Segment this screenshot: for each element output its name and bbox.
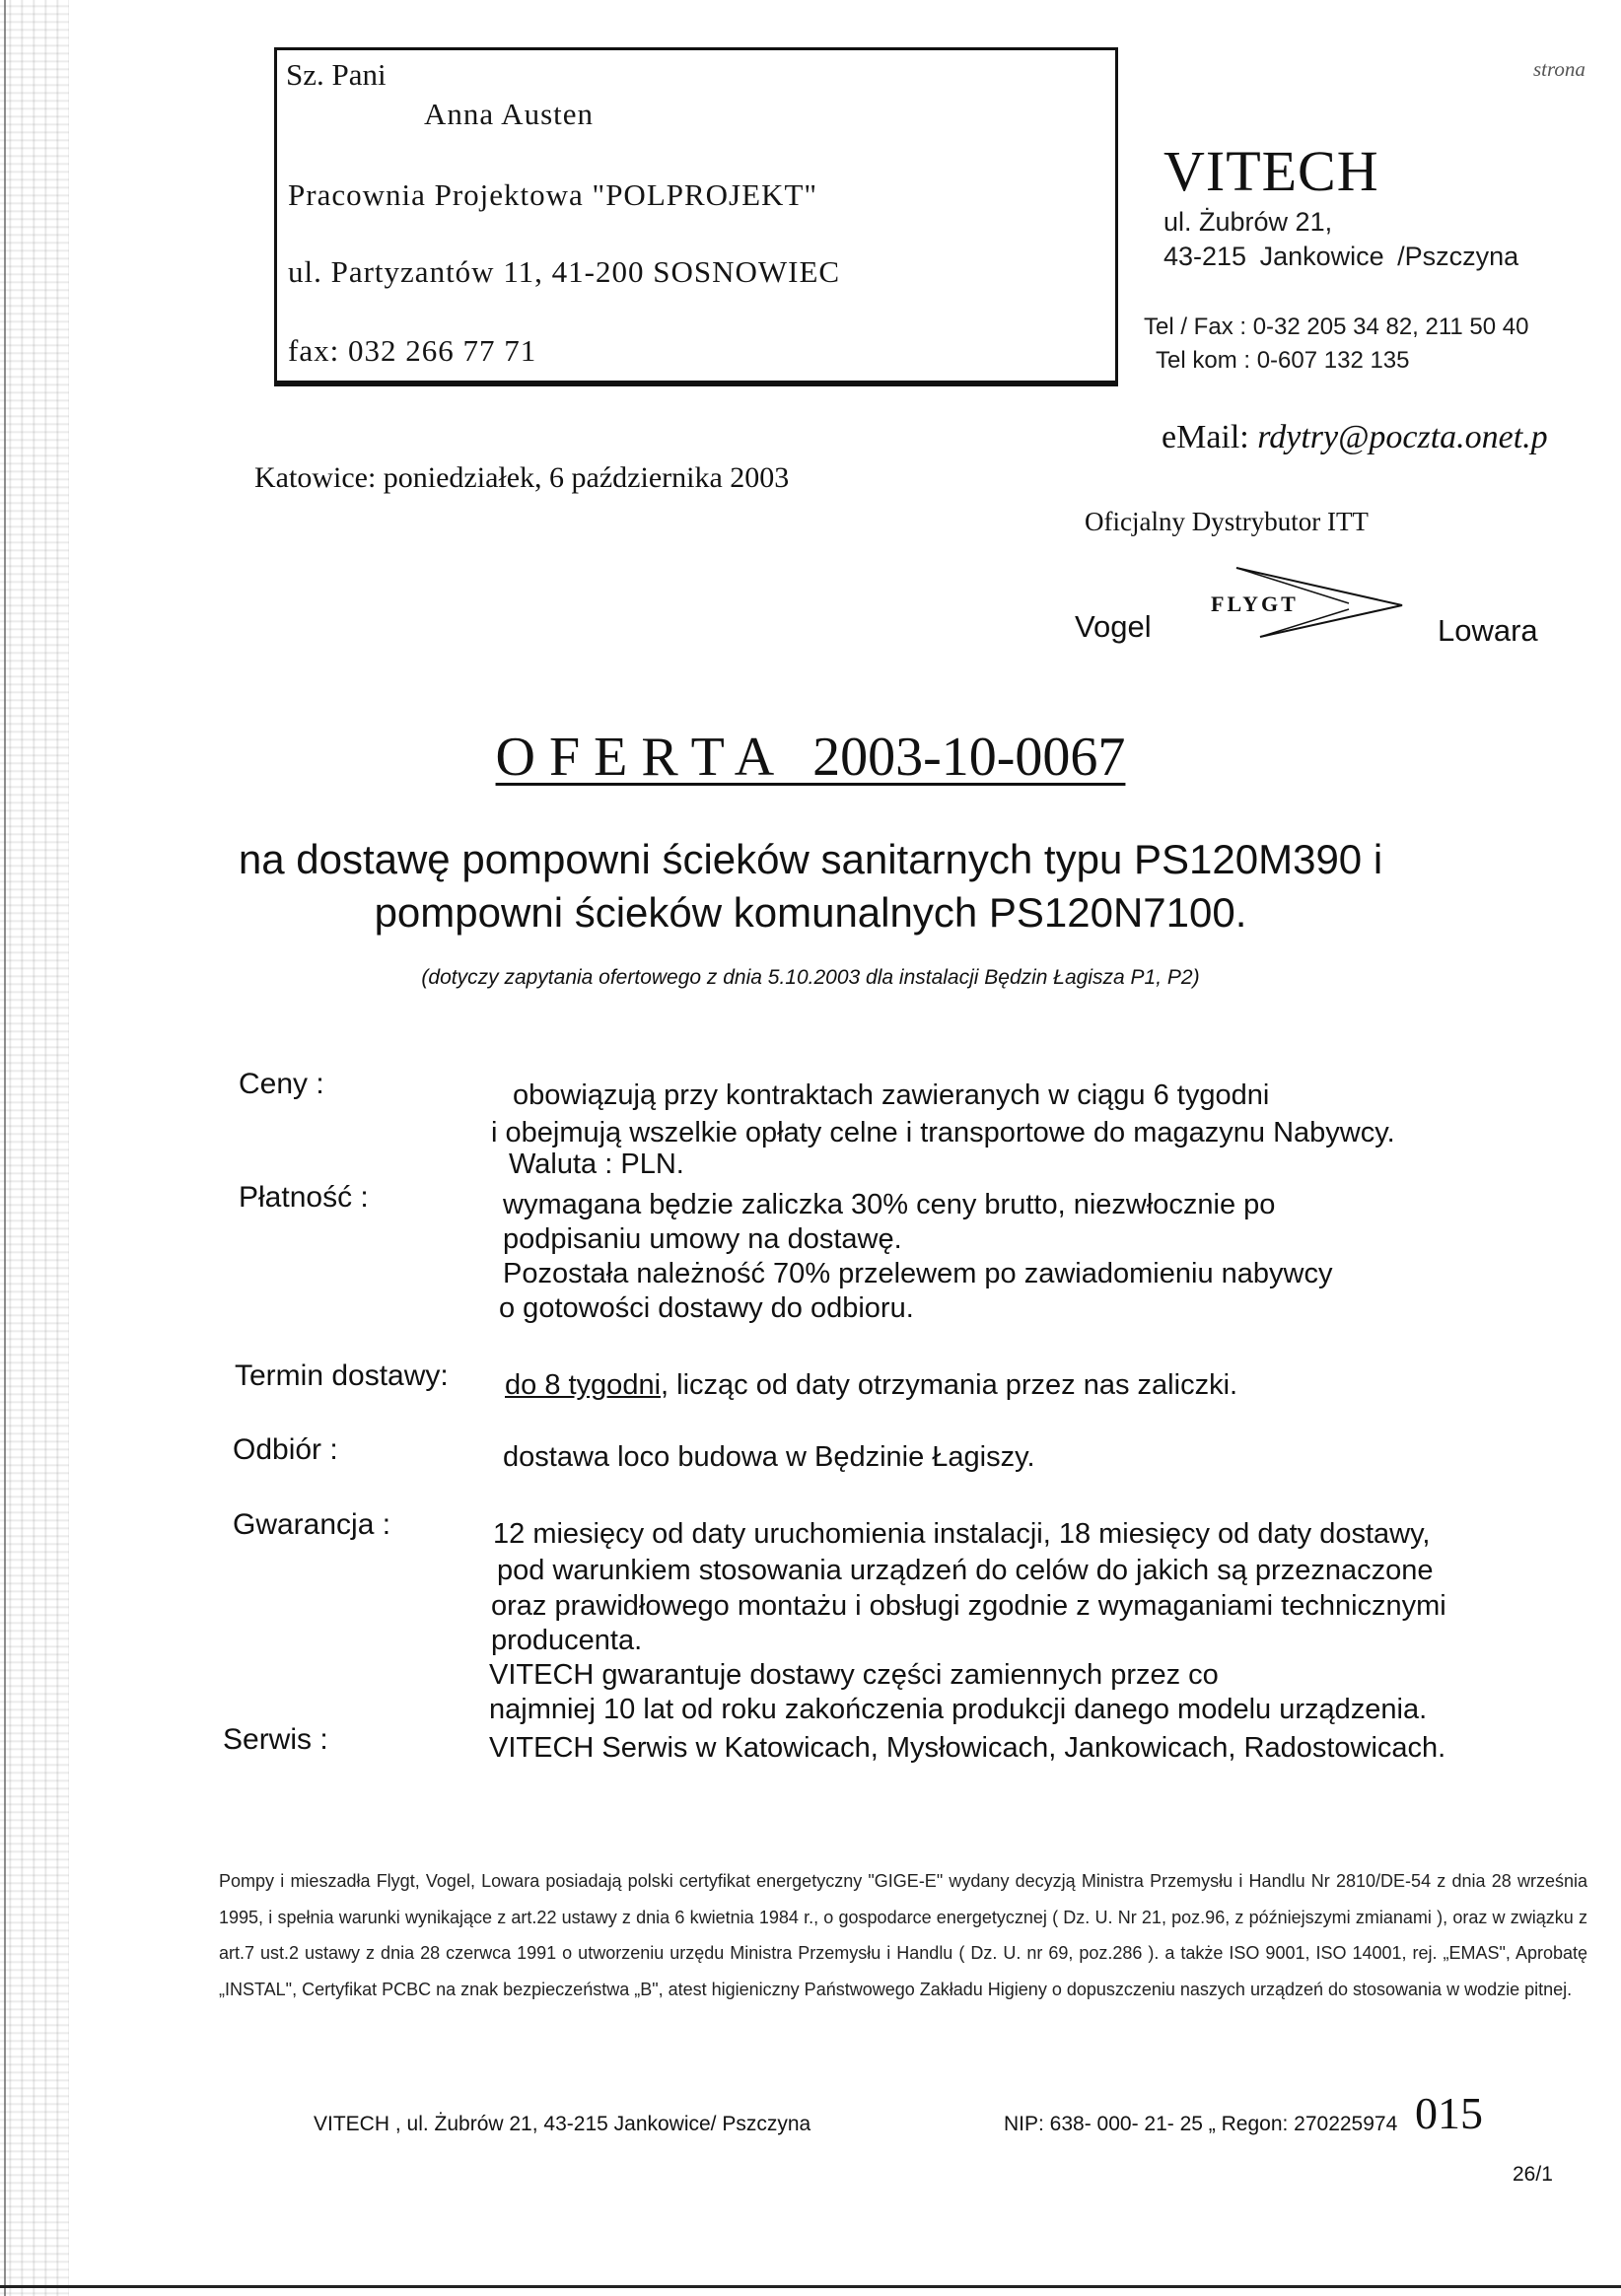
termin-value-rest: , licząc od daty otrzymania przez nas zaliczki. xyxy=(661,1369,1238,1401)
gwarancja-label: Gwarancja : xyxy=(233,1508,391,1541)
scan-edge-noise xyxy=(0,0,69,2296)
odbior-label: Odbiór : xyxy=(233,1433,338,1466)
recipient-address: ul. Partyzantów 11, 41-200 SOSNOWIEC xyxy=(288,254,841,289)
offer-subtitle-1: na dostawę pompowni ścieków sanitarnych typu PS120M390 i xyxy=(238,836,1383,882)
gwarancja-line-4: producenta. xyxy=(491,1625,643,1656)
gwarancja-line-6: najmniej 10 lat od roku zakończenia produkcji danego modelu urządzenia. xyxy=(489,1694,1428,1725)
distributor-line: Oficjalny Dystrybutor ITT xyxy=(1085,507,1369,536)
recipient-fax: fax: 032 266 77 71 xyxy=(288,333,537,368)
gwarancja-line-3: oraz prawidłowego montażu i obsługi zgodnie z wymaganiami technicznymi xyxy=(491,1590,1446,1622)
platnosc-line-2: podpisaniu umowy na dostawę. xyxy=(503,1223,902,1255)
gwarancja-line-2: pod warunkiem stosowania urządzeń do celów do jakich są przeznaczone xyxy=(497,1555,1434,1586)
gwarancja-line-1: 12 miesięcy od daty uruchomienia instalacji, 18 miesięcy od daty dostawy, xyxy=(493,1518,1431,1550)
brand-lowara: Lowara xyxy=(1438,613,1538,648)
serwis-line-1: VITECH Serwis w Katowicach, Mysłowicach, Jankowicach, Radostowicach. xyxy=(489,1732,1446,1764)
odbior-line-1: dostawa loco budowa w Będzinie Łagiszy. xyxy=(503,1441,1035,1473)
sender-name: VITECH xyxy=(1163,139,1379,203)
recipient-name: Anna Austen xyxy=(424,97,595,131)
footer-nip-regon: NIP: 638- 000- 21- 25 „ Regon: 270225974 xyxy=(1004,2113,1398,2135)
sender-street: ul. Żubrów 21, xyxy=(1163,207,1333,237)
platnosc-label: Płatność : xyxy=(239,1181,369,1214)
ceny-line-3: Waluta : PLN. xyxy=(509,1148,684,1180)
gwarancja-line-5: VITECH gwarantuje dostawy części zamiennych przez co xyxy=(489,1659,1219,1691)
scan-edge-line xyxy=(4,0,6,2296)
brand-flygt: FLYGT xyxy=(1211,591,1299,616)
ceny-line-2: i obejmują wszelkie opłaty celne i transportowe do magazynu Nabywcy. xyxy=(491,1117,1395,1148)
sender-tel-fax: Tel / Fax : 0-32 205 34 82, 211 50 40 xyxy=(1144,313,1529,340)
certification-notice: Pompy i mieszadła Flygt, Vogel, Lowara posiadają polski certyfikat energetyczny "GIGE-E" wydany decyzją Ministra Przemysłu i Handlu Nr 2810/DE-54 z dnia 28 września 1995, i spełnia warunki wynikające z art.22 ustawy z dnia 6 kwietnia 1984 r., o gospodarce energetycznej ( Dz. U. Nr 21, poz.96, z późniejszymi zmianami ), oraz w związku z art.7 ust.2 ustawy z dnia 28 czerwca 1991 o utworzeniu urzędu Ministra Przemysłu i Handlu ( Dz. U. nr 69, poz.286 ). a także ISO 9001, ISO 14001, rej. „EMAS", Aprobatę „INSTAL", Certyfikat PCBC na znak bezpieczeństwa „B", atest higieniczny Państwowego Zakładu Higieny o dopuszczeniu naszych urządzeń do stosowania w wodzie pitnej. xyxy=(219,1871,1587,1999)
offer-subtitle-2: pompowni ścieków komunalnych PS120N7100. xyxy=(374,889,1247,936)
bottom-scan-rule xyxy=(0,2285,1621,2288)
page-label: strona xyxy=(1533,57,1586,81)
recipient-salutation: Sz. Pani xyxy=(286,57,387,92)
termin-value-underlined: do 8 tygodni xyxy=(505,1369,662,1401)
platnosc-line-4: o gotowości dostawy do odbioru. xyxy=(499,1292,914,1324)
place-date: Katowice: poniedziałek, 6 października 2003 xyxy=(254,461,790,494)
sender-city: 43-215 Jankowice /Pszczyna xyxy=(1163,242,1519,271)
brand-vogel: Vogel xyxy=(1075,609,1152,644)
sender-email xyxy=(1162,419,1548,456)
email-address: rdytry@poczta.onet.p xyxy=(1257,419,1548,455)
platnosc-line-1: wymagana będzie zaliczka 30% ceny brutto, niezwłocznie po xyxy=(503,1189,1276,1220)
sender-tel-kom: Tel kom : 0-607 132 135 xyxy=(1156,347,1410,374)
inquiry-reference: (dotyczy zapytania ofertowego z dnia 5.10.2003 dla instalacji Będzin Łagisza P1, P2) xyxy=(421,966,1200,989)
termin-value xyxy=(505,1369,1237,1402)
footer-address: VITECH , ul. Żubrów 21, 43-215 Jankowice/ Pszczyna xyxy=(314,2113,811,2135)
termin-label: Termin dostawy: xyxy=(235,1359,449,1392)
ceny-line-1: obowiązują przy kontraktach zawieranych w ciągu 6 tygodni xyxy=(513,1079,1270,1111)
platnosc-line-3: Pozostała należność 70% przelewem po zawiadomieniu nabywcy xyxy=(503,1258,1333,1289)
page-code: 26/1 xyxy=(1513,2163,1553,2186)
email-label: eMail: xyxy=(1162,419,1249,455)
serwis-label: Serwis : xyxy=(223,1723,328,1756)
recipient-company: Pracownia Projektowa "POLPROJEKT" xyxy=(288,177,818,212)
ceny-label: Ceny : xyxy=(239,1068,324,1100)
page-stamp: 015 xyxy=(1415,2088,1483,2138)
offer-title: O F E R T A 2003-10-0067 xyxy=(495,727,1126,788)
